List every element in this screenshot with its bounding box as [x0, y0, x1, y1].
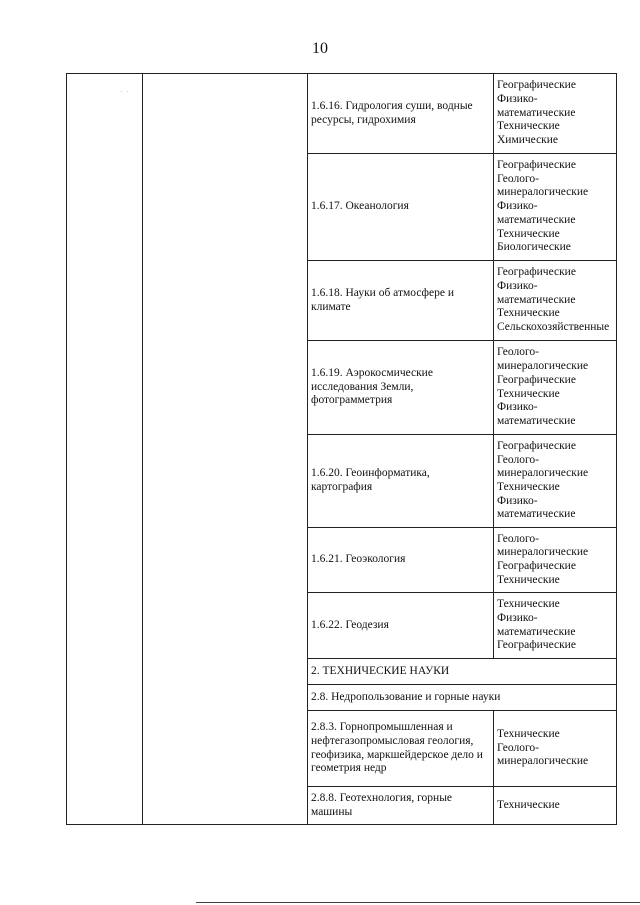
table-row — [67, 74, 617, 154]
branch-item: Географические — [497, 639, 576, 652]
branch-item: Технические — [497, 798, 560, 811]
field-name: 1.6.16. Гидрология суши, водные ресурсы, гидрохимия — [311, 99, 473, 126]
branch-item: математические — [497, 213, 576, 226]
empty-column-2 — [143, 74, 308, 825]
field-cell — [308, 74, 494, 154]
scan-artifact: · · — [120, 88, 130, 96]
branch-item: Географические — [497, 560, 576, 572]
branch-item: минералогические — [497, 467, 589, 480]
specialties-table — [66, 73, 617, 825]
branches-cell — [494, 593, 617, 659]
subsection-header: 2.8. Недропользование и горные науки — [311, 690, 501, 703]
branch-item: Географические — [497, 79, 576, 92]
branches-cell — [494, 787, 617, 825]
field-name: 1.6.20. Геоинформатика, картография — [311, 467, 430, 493]
branch-item: Технические — [497, 120, 560, 133]
section-header-cell — [308, 659, 617, 685]
field-cell — [308, 154, 494, 261]
branches-cell — [494, 711, 617, 787]
branch-item: Сельскохозяйственные — [497, 321, 610, 334]
field-cell — [308, 261, 494, 341]
branch-item: Геолого- — [497, 172, 539, 185]
branch-item: математические — [497, 293, 576, 306]
branches-cell — [494, 528, 617, 593]
branches-cell — [494, 341, 617, 435]
field-name: 1.6.17. Океанология — [311, 200, 409, 213]
branch-item: математические — [497, 508, 576, 521]
branch-item: Географические — [497, 373, 576, 386]
field-name: 1.6.19. Аэрокосмические исследования Земли, фотограмметрия — [311, 366, 433, 407]
branches-cell — [494, 261, 617, 341]
field-cell — [308, 435, 494, 528]
field-cell — [308, 341, 494, 435]
branches-cell — [494, 154, 617, 261]
branch-item: Химические — [497, 134, 559, 147]
field-cell — [308, 711, 494, 787]
field-name: 2.8.3. Горнопромышленная и нефтегазопромысловая геология, геофизика, маркшейдерское дело и геометрия недр — [311, 721, 483, 775]
scan-edge-line — [196, 902, 640, 903]
branch-item: минералогические — [497, 186, 589, 199]
section-header: 2. ТЕХНИЧЕСКИЕ НАУКИ — [311, 664, 450, 677]
branch-item: Технические — [497, 573, 560, 586]
branch-item: минералогические — [497, 755, 589, 768]
branch-item: Физико- — [497, 401, 538, 414]
field-name: 2.8.8. Геотехнология, горные машины — [311, 791, 453, 818]
branch-item: Физико- — [497, 279, 538, 292]
branch-item: Физико- — [497, 494, 538, 507]
field-cell — [308, 787, 494, 825]
branch-item: Геолого- — [497, 346, 539, 359]
branch-item: Геолого- — [497, 453, 539, 466]
branch-item: Геолого- — [497, 532, 539, 545]
branch-item: Географические — [497, 159, 576, 172]
subsection-header-cell — [308, 685, 617, 711]
empty-column-1 — [67, 74, 143, 825]
branch-item: Физико- — [497, 611, 538, 624]
branch-item: Биологические — [497, 241, 571, 254]
field-name: 1.6.21. Геоэкология — [311, 553, 406, 566]
field-name: 1.6.18. Науки об атмосфере и климате — [311, 286, 454, 313]
branch-item: математические — [497, 106, 576, 119]
branch-item: Физико- — [497, 200, 538, 213]
branch-item: Технические — [497, 727, 560, 740]
branch-item: минералогические — [497, 360, 589, 373]
page-number: 10 — [312, 40, 328, 57]
branch-item: Технические — [497, 227, 560, 240]
branch-item: Технические — [497, 481, 560, 493]
branch-item: Географические — [497, 439, 576, 452]
field-cell — [308, 593, 494, 659]
branch-item: математические — [497, 414, 576, 427]
branches-cell — [494, 74, 617, 154]
branch-item: минералогические — [497, 546, 589, 559]
branch-item: Геолого- — [497, 741, 539, 754]
field-name: 1.6.22. Геодезия — [311, 618, 389, 631]
branch-item: Технические — [497, 598, 560, 611]
branch-item: Географические — [497, 266, 576, 279]
field-cell — [308, 528, 494, 593]
branch-item: Технические — [497, 387, 560, 400]
branch-item: Технические — [497, 307, 560, 320]
branch-item: Физико- — [497, 92, 538, 105]
branch-item: математические — [497, 625, 576, 638]
branches-cell — [494, 435, 617, 528]
